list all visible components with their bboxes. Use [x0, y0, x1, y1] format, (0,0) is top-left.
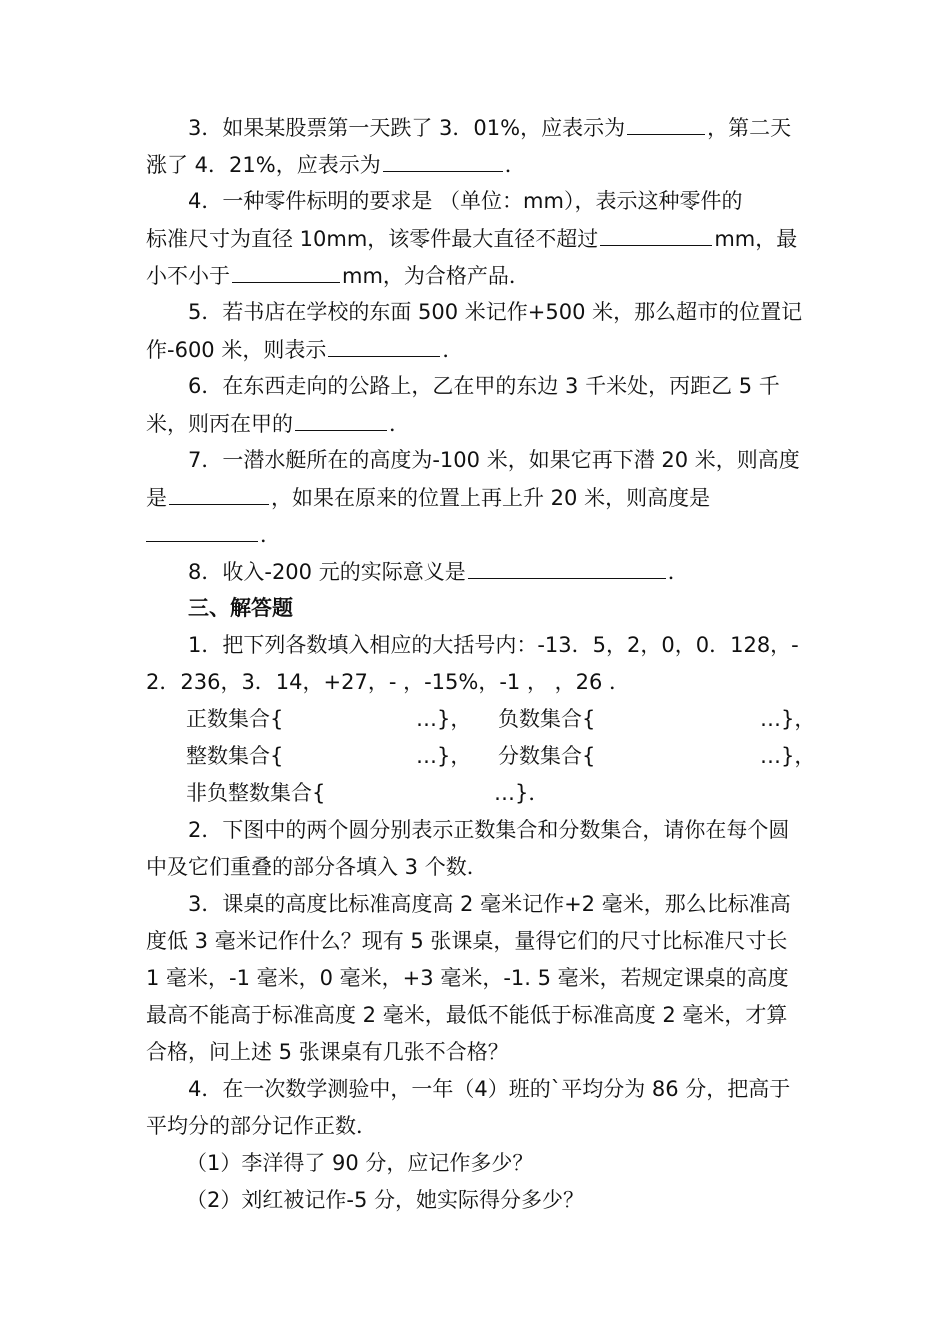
answer-q3-line-3: 1 毫米，-1 毫米，0 毫米，+3 毫米，-1. 5 毫米，若规定课桌的高度 [146, 966, 789, 990]
question-7-line-1 [188, 445, 808, 475]
question-3-text: 3．如果某股票第一天跌了 3．01%，应表示为 [188, 116, 626, 140]
nonneg-integer-set-label: 非负整数集合{ [186, 781, 326, 805]
integer-set-end: …}， [416, 744, 472, 768]
set-row-2 [186, 741, 816, 771]
question-8-text: 8．收入-200 元的实际意义是 [188, 560, 466, 584]
fraction-set-end: …}， [760, 744, 816, 768]
question-6-text: 6．在东西走向的公路上，乙在甲的东边 3 千米处，丙距乙 5 千 [188, 374, 780, 398]
fraction-set-label: 分数集合{ [498, 744, 596, 768]
answer-blank[interactable] [169, 482, 269, 505]
question-7-text-3: ，如果在原来的位置上再上升 20 米，则高度是 [271, 486, 711, 510]
question-7-line-3 [146, 519, 808, 549]
question-5-line-1 [188, 297, 808, 327]
question-5-text-2: 作-600 米，则表示 [146, 338, 327, 362]
nonneg-integer-set-end: …}． [494, 781, 550, 805]
positive-set-end: …}， [416, 707, 472, 731]
period: ． [667, 560, 689, 584]
question-4-text-4: mm，为合格产品． [342, 264, 530, 288]
answer-blank[interactable] [600, 223, 712, 246]
answer-blank[interactable] [468, 556, 666, 579]
question-6-line-2 [146, 408, 808, 438]
period: ． [442, 338, 464, 362]
answer-q2-line-1: 2．下图中的两个圆分别表示正数集合和分数集合，请你在每个圆 [188, 818, 790, 842]
answer-q3-line-4: 最高不能高于标准高度 2 毫米，最低不能低于标准高度 2 毫米，才算 [146, 1003, 788, 1027]
answer-blank[interactable] [328, 334, 440, 357]
question-6-text-2: 米，则丙在甲的 [146, 412, 293, 436]
answer-q4-sub-2: （2）刘红被记作-5 分，她实际得分多少？ [186, 1188, 584, 1212]
answer-q3-line-5: 合格，问上述 5 张课桌有几张不合格？ [146, 1040, 509, 1064]
question-6-line-1 [188, 371, 808, 401]
answer-blank[interactable] [146, 519, 258, 542]
set-row-3 [186, 778, 808, 808]
question-5-line-2 [146, 334, 808, 364]
question-4-text-3: 小不小于 [146, 264, 230, 288]
answer-blank[interactable] [295, 408, 387, 431]
answer-q4-line-1: 4．在一次数学测验中，一年（4）班的`平均分为 86 分，把高于 [188, 1077, 791, 1101]
period: ． [260, 523, 281, 547]
answer-q4-line-2: 平均分的部分记作正数． [146, 1114, 377, 1138]
question-3-line-2 [146, 149, 808, 179]
question-3-text-cont: ，第二天 [707, 116, 792, 140]
answer-q2-line-2: 中及它们重叠的部分各填入 3 个数． [146, 855, 488, 879]
answer-q1-line-1: 1．把下列各数填入相应的大括号内：-13．5，2，0，0．128，- [188, 633, 799, 657]
positive-set-label: 正数集合{ [186, 707, 284, 731]
period: ． [504, 153, 526, 177]
unit-text: mm，最 [714, 227, 798, 251]
answer-q3-line-1: 3．课桌的高度比标准高度高 2 毫米记作+2 毫米，那么比标准高 [188, 892, 791, 916]
question-4-text-2: 标准尺寸为直径 10mm，该零件最大直径不超过 [146, 227, 599, 251]
question-5-text: 5．若书店在学校的东面 500 米记作+500 米，那么超市的位置记 [188, 300, 803, 324]
question-7-text-2: 是 [146, 486, 167, 510]
question-3-line-1 [188, 112, 808, 142]
answer-q3-line-2: 度低 3 毫米记作什么？现有 5 张课桌，量得它们的尺寸比标准尺寸长 [146, 929, 788, 953]
section-heading: 三、解答题 [188, 596, 293, 620]
question-7-line-2 [146, 482, 808, 512]
question-7-text: 7．一潜水艇所在的高度为-100 米，如果它再下潜 20 米，则高度 [188, 448, 800, 472]
set-row-1 [186, 704, 816, 734]
question-4-line-3 [146, 260, 808, 290]
question-4-line-2 [146, 223, 808, 253]
answer-blank[interactable] [232, 260, 340, 283]
question-4-text: 4．一种零件标明的要求是 （单位：mm），表示这种零件的 [188, 189, 743, 213]
negative-set-end: …}， [760, 707, 816, 731]
answer-blank[interactable] [383, 149, 503, 172]
answer-q1-line-2: 2．236，3．14，+27，- ，-15%，-1 ， ，26 ． [146, 670, 631, 694]
question-3-text-2: 涨了 4．21%，应表示为 [146, 153, 381, 177]
question-8-line-1 [188, 556, 808, 586]
negative-set-label: 负数集合{ [498, 707, 596, 731]
question-4-line-1 [188, 186, 808, 216]
answer-blank[interactable] [627, 112, 705, 135]
period: ． [389, 412, 410, 436]
answer-q4-sub-1: （1）李洋得了 90 分，应记作多少？ [186, 1151, 534, 1175]
integer-set-label: 整数集合{ [186, 744, 284, 768]
